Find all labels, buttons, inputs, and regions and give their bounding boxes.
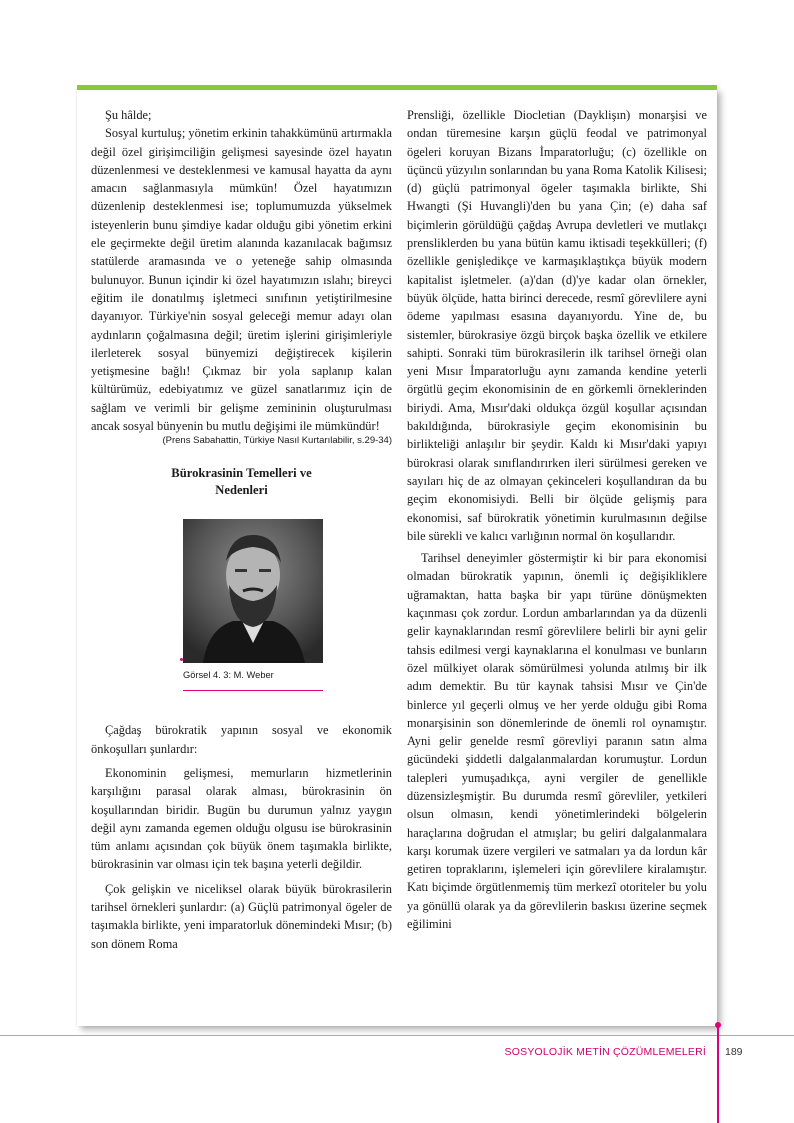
paragraph-historical: Tarihsel deneyimler göstermiştir ki bir para ekonomisi olmadan bürokratik yapının, önemli iç değişikliklere uğramaktan, hatta başka bir yapı türüne dönüşmekten kaçınması çok zordur. Lordun ambarlarından ya da düzenli gelir kaynaklarından resmî görevlilere belirli bir ayni gelir tahsis edilmesi vergi kaynaklarına el konulması ve bunların özel mülkiyet olarak sömürülmesi yolunda atılmış bir ilk adım demektir. Bu tür kaynak tahsisi Mısır ve Çin'de binlerce yıl geçerli olmuş ve her yerde olduğu gibi Roma monarşisinin son dönemlerinde de önemli rol oynamıştır. Ayni gelir genelde resmî görevliyi paranın satın alma gücündeki şiddetli dalgalanmalardan korumuştur. Lordun talepleri yumuşadıkça, ayni vergiler de genellikle düzensizleşmiştir. Bu durumda resmî görevliler, yetkileri olsun olmasın, kendi yönetimlerindeki bölgelerin haraçlarına doğrudan el atmışlar; bu geliri dalgalanmalara karşı korumak üzere vergileri ve satmaları ya da lordun kâr getiren topraklarını, işlemeleri için görevlilere kiralamıştır. Katı biçimde örgütlenmemiş tüm merkezî otoriteler bu yolu ya gönüllü olarak ya da görevlilerin baskısı üzerine seçmek eğilimini — [407, 551, 707, 932]
running-title: SOSYOLOJİK METİN ÇÖZÜMLEMELERİ — [504, 1046, 706, 1058]
page-number: 189 — [725, 1046, 743, 1058]
paragraph-continued: Prensliği, özellikle Diocletian (Dayklişın) monarşisi ve ondan türemesine karşın güçlü feodal ve patrimonyal ögeleri koruyan Bizans İmparatorluğu; (c) özellikle on üçüncü yüzyılın sonlarından bu yana Roma Katolik Kilisesi; (d) güçlü patrimonyal ögeler taşımakla birlikte, Shi Hwangti (Şi Huvangli)'den bu yana Çin; (e) daha saf biçimlerin görüldüğü çağdaş Avrupa devletleri ve mutlakçı prensliklerden bu yana bütün kamu iktisadi teşekkülleri; (f) özellikle genişledikçe ve karmaşıklaştıkça büyük modern kapitalist işletmeler. (a)'dan (d)'ye kadar olan örnekler, büyük ölçüde, hatta birinci derecede, resmî görevlilere ayni ödeme yapılması esasına dayanıyordu. Yine de, bu sistemler, bürokrasiye özgü birçok başka özellik ve etkilere sahipti. Sonraki tüm bürokrasilerin ilk tarihsel örneği olan yeni Mısır İmparatorluğu aynı zamanda kendine yeterli örgütlü geçim ekonomisinin de en görkemli örneklerinden biriydi. Ama, Mısır'daki oldukça özgül koşullar açısından bakıldığında, bürokrasiyle geçim ekonomisinin bu birlikteliği anlaşılır bir şeydir. Kaldı ki Mısır'daki yapıyı bürokrasi olarak sınıflandırırken ileri sürülmesi gereken ve sayıları hiç de az olmayan çekinceleri koşullandıran da bu geçim ekonomisiydi. Belli bir ölçüde gelişmiş para ekonomisi, saf bürokratik yönetimin kurulmasının değilse bile sürekli ve kalıcı varlığının normal ön koşullarıdır. — [407, 108, 707, 543]
paragraph-examples: Çok gelişkin ve niceliksel olarak büyük bürokrasilerin tarihsel örnekleri şunlardır: (a) Güçlü patrimonyal ögeler de taşımakla birlikte, yeni imparatorluk dönemindeki Mısır; (b) son dönem Roma — [91, 881, 392, 951]
portrait-illustration — [183, 519, 323, 663]
section-title-line1: Bürokrasinin Temelleri ve — [171, 466, 312, 481]
header-accent-bar — [77, 85, 717, 90]
weber-portrait-image — [183, 519, 323, 663]
right-column — [407, 106, 707, 933]
page-card — [77, 88, 717, 1026]
paragraph-economy: Ekonominin gelişmesi, memurların hizmetlerinin karşılığını parasal olarak alması, bürokrasinin ön koşullarından biridir. Bugün bu durumun yalnız yaygın değil aynı zamanda egemen olduğu olgusu ise bürokrasinin tüm anlamı açısından çok büyük önem taşımakla birlikte, bürokrasinin var olması için tek başına yeterli değildir. — [91, 765, 392, 872]
paragraph-prerequisites: Çağdaş bürokratik yapının sosyal ve ekonomik önkoşulları şunlardır: — [91, 723, 392, 756]
citation: (Prens Sabahattin, Türkiye Nasıl Kurtarılabilir, s.29-34) — [162, 435, 392, 447]
figure-weber — [183, 519, 323, 691]
footer-divider — [717, 1024, 719, 1123]
left-column — [91, 106, 392, 953]
section-title-line2: Nedenleri — [215, 483, 268, 498]
figure-underline — [183, 690, 323, 691]
footer-marker-dot — [715, 1022, 721, 1028]
paragraph-quote: Sosyal kurtuluş; yönetim erkinin tahakkümünü artırmakla değil özel girişimciliğin gelişmesi sayesinde özel hayatın düzenlenmesi ve desteklenmesi ve kamusal hayatta da aynı amacın sağlanmasıyla mümkün! Özel hayatımızın düzenlenip desteklenmesi ise; toplumumuzda yükselmek isteyenlerin bunu şimdiye kadar olduğu gibi yönetim erkini ele geçirmekte değil üretim alanında kazanılacak bağımsız statülerde aramasında ve o yeteneğe sahip olmasında bulunuyor. Bunun içindir ki özel hayatımızın ıslahı; bireyci eğitim ile donatılmış işletmeci sınıfının yetiştirilmesine dayanıyor. Türkiye'nin sosyal geleceği memur adayı olan aydınların çoğalmasına değil; üretim işlerini girişimleriyle ilerleterek sosyal bünyemizi değiştirecek kişilerin yetişmesine bağlı! Çıkmaz bir yola saplanıp kalan kültürümüz, edebiyatımız ve güzel sanatlarımız için de sağlam ve verimli bir gelişme zemininin oluşturulması ancak sosyal bünyenin bu mutlu değişimi ile mümkündür! — [91, 126, 392, 434]
figure-caption: Görsel 4. 3: M. Weber — [183, 670, 274, 681]
section-title — [91, 465, 392, 499]
paragraph-intro: Şu hâlde; — [105, 108, 152, 122]
footer-rule — [0, 1035, 794, 1036]
